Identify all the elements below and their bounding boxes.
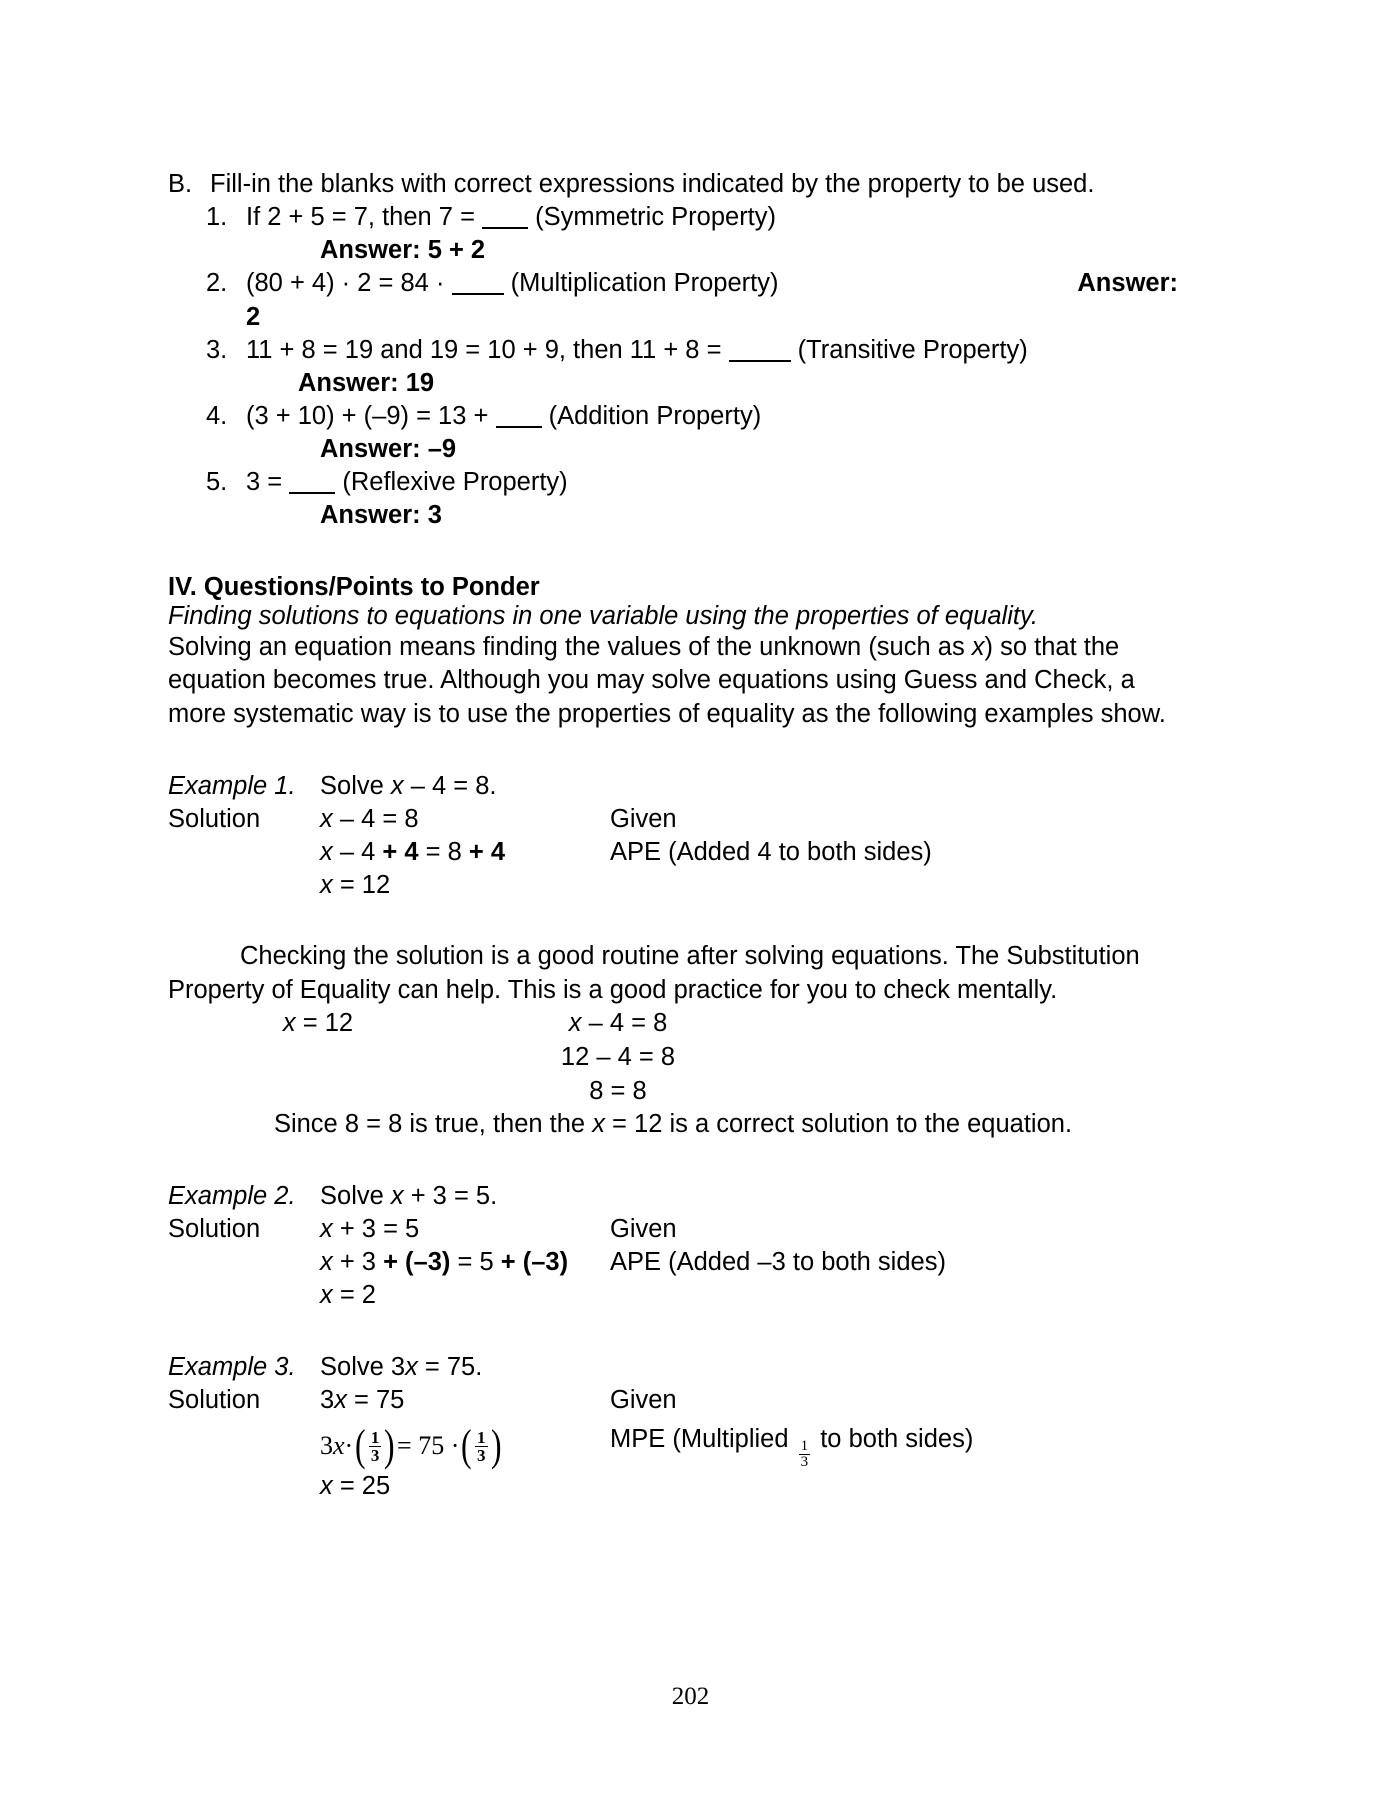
fraction-one-third: [475, 1429, 488, 1465]
example-1: [168, 770, 1178, 903]
list-item: [206, 201, 1178, 234]
check-right-rest: – 4 = 8: [581, 1009, 668, 1038]
check-right-value: 12 – 4 = 8: [560, 1043, 676, 1072]
variable-x: x: [390, 771, 404, 800]
example-3-step-2: [168, 1423, 1178, 1470]
step-reason: [610, 1470, 1178, 1503]
example-1-label: Example 1.: [168, 771, 296, 800]
page-content: [168, 168, 1178, 1503]
variable-x: x: [320, 1248, 333, 1277]
variable-x: x: [320, 1281, 333, 1310]
list-item-question-pre: If 2 + 5 = 7, then 7 =: [246, 203, 475, 232]
paragraph-part-1: Solving an equation means finding the values of the unknown (such as: [168, 632, 972, 661]
step-equation: [320, 1279, 610, 1312]
answer-label: Answer:: [1077, 269, 1178, 298]
list-item-property: (Multiplication Property): [510, 269, 779, 298]
fraction-one-third: [369, 1429, 382, 1465]
problem-post: – 4 = 8.: [403, 771, 497, 800]
step-equation: [320, 836, 610, 869]
solution-label: Solution: [168, 804, 261, 833]
spacer: [206, 234, 246, 267]
step-reason: Given: [610, 1215, 677, 1244]
list-item: [206, 466, 1178, 499]
answer-label: Answer: 5 + 2: [320, 236, 486, 265]
equation-rest: + 3 = 5: [332, 1215, 420, 1244]
list-item-question-pre: 3 =: [246, 468, 283, 497]
solution-label: Solution: [168, 1215, 261, 1244]
step-reason: APE (Added 4 to both sides): [610, 837, 932, 866]
variable-x: x: [282, 1009, 296, 1038]
problem-post: + 3 = 5.: [403, 1182, 498, 1211]
equation-rest: = 12: [332, 870, 391, 899]
fill-in-blank[interactable]: [482, 227, 528, 229]
step-reason: [610, 1423, 1178, 1470]
variable-x: x: [320, 1215, 333, 1244]
example-1-step-3: [168, 869, 1178, 902]
fraction-denominator: 3: [800, 1453, 809, 1470]
equation-rest: = 25: [332, 1471, 391, 1500]
equation-rest: – 4: [332, 837, 383, 866]
list-item: [206, 267, 1178, 333]
example-2-step-3: [168, 1279, 1178, 1312]
fill-in-blank[interactable]: [289, 492, 335, 494]
example-2: [168, 1180, 1178, 1313]
equation-bold: + 4: [382, 837, 419, 866]
left-paren: (: [461, 1421, 472, 1471]
example-3: [168, 1351, 1178, 1503]
list-item-body: [246, 201, 1178, 234]
checking-conclusion: [168, 1108, 1178, 1142]
spacer: [168, 1246, 320, 1279]
equation-bold-2: + 4: [468, 837, 506, 866]
section-iv-heading: IV. Questions/Points to Ponder: [168, 572, 540, 601]
example-3-problem: [320, 1351, 1178, 1384]
list-item-body: [246, 334, 1178, 400]
list-item-answer-row: [206, 234, 1178, 267]
check-left-value: [168, 1007, 468, 1041]
equation-rest: + 3: [332, 1248, 384, 1277]
example-2-title-row: [168, 1180, 1178, 1213]
equation-rest: – 4 = 8: [332, 804, 419, 833]
fraction-numerator: 1: [800, 1437, 809, 1454]
example-3-label: Example 3.: [168, 1352, 296, 1381]
list-item-question-pre: (80 + 4) · 2 = 84 ·: [246, 269, 445, 298]
coefficient: 3: [320, 1385, 335, 1414]
left-paren: (: [355, 1421, 366, 1471]
conclusion-part-2: = 12 is a correct solution to the equation.: [604, 1110, 1073, 1139]
check-right-value: 8 = 8: [589, 1076, 647, 1105]
problem-pre: Solve: [320, 1182, 391, 1211]
section-b-instruction: Fill-in the blanks with correct expressions indicated by the property to be used.: [210, 170, 1095, 198]
equation-bold-2: + (–3): [500, 1248, 569, 1277]
fraction-denominator: 3: [370, 1445, 380, 1465]
solution-label: Solution: [168, 1385, 261, 1414]
list-item-question-pre: (3 + 10) + (–9) = 13 +: [246, 401, 489, 430]
step-equation: [320, 1246, 610, 1279]
equation-rest: = 2: [332, 1281, 376, 1310]
list-item-body: [246, 400, 1178, 433]
reason-post: to both sides): [813, 1424, 974, 1453]
problem-pre: Solve 3: [320, 1352, 406, 1381]
checking-paragraph: Checking the solution is a good routine after solving equations. The Substitution Property of Equality can help. This is a good practice for you to check mentally.: [168, 942, 1140, 1004]
check-row-3: [168, 1075, 1178, 1109]
conclusion-part-1: Since 8 = 8 is true, then the: [273, 1110, 593, 1139]
list-item-marker: 5.: [206, 468, 228, 497]
multiplication-dot: ·: [344, 1431, 354, 1461]
example-3-title-row: [168, 1351, 1178, 1384]
problem-pre: Solve: [320, 771, 391, 800]
section-iv-italic-lead: Finding solutions to equations in one variable using the properties of equality.: [168, 601, 1038, 630]
variable-x: x: [405, 1352, 418, 1381]
variable-x: x: [390, 1182, 404, 1211]
right-paren: ): [384, 1421, 395, 1471]
equation-rest-2: = 5: [450, 1248, 501, 1277]
page-number: 202: [671, 1683, 710, 1710]
variable-x: x: [568, 1009, 582, 1038]
example-2-step-1: [168, 1213, 1178, 1246]
step-equation: [320, 869, 610, 902]
section-b-list: [168, 201, 1178, 532]
check-row-1: [168, 1007, 1178, 1041]
spacer: [168, 1423, 320, 1470]
variable-x: x: [320, 837, 333, 866]
list-item-body: [246, 466, 1178, 499]
example-3-step-3: [168, 1470, 1178, 1503]
reason-pre: MPE (Multiplied: [610, 1424, 796, 1453]
spacer: [206, 499, 246, 532]
step-equation: [320, 1384, 610, 1417]
step-equation-fraction: [320, 1423, 610, 1470]
step-reason: Given: [610, 804, 677, 833]
spacer: [206, 433, 246, 466]
example-2-problem: [320, 1180, 1178, 1213]
spacer: [168, 1075, 468, 1109]
step-equation: [320, 1470, 610, 1503]
example-1-step-1: [168, 803, 1178, 836]
variable-x: x: [971, 632, 985, 661]
example-3-step-1: [168, 1384, 1178, 1417]
list-item-answer-row: [206, 499, 1178, 532]
step-equation: [320, 1213, 610, 1246]
coefficient: 3: [320, 1431, 333, 1461]
example-1-title-row: [168, 770, 1178, 803]
step-reason: [610, 869, 1178, 902]
example-1-problem: [320, 770, 1178, 803]
answer-value: 2: [246, 302, 261, 331]
section-b-marker: B.: [168, 170, 193, 198]
problem-post: = 75.: [417, 1352, 483, 1381]
equation-bold: + (–3): [383, 1248, 451, 1277]
spacer: [168, 1279, 320, 1312]
list-item-property: (Symmetric Property): [535, 203, 777, 232]
list-item-marker: 4.: [206, 401, 228, 430]
list-item-question-pre: 11 + 8 = 19 and 19 = 10 + 9, then 11 + 8 =: [246, 335, 722, 364]
list-item-property: (Reflexive Property): [342, 468, 568, 497]
variable-x: x: [592, 1110, 605, 1139]
equation-rest-2: = 8: [418, 837, 469, 866]
check-left-rest: = 12: [295, 1009, 354, 1038]
list-item: [206, 400, 1178, 433]
answer-label: Answer: 19: [298, 368, 435, 397]
equation-rest: = 75: [346, 1385, 405, 1414]
section-b: [168, 168, 1178, 201]
variable-x: x: [320, 870, 333, 899]
list-item-body: [246, 267, 1178, 333]
variable-x: x: [334, 1385, 347, 1414]
spacer: [168, 1470, 320, 1503]
spacer: [168, 1041, 468, 1075]
step-reason: APE (Added –3 to both sides): [610, 1248, 946, 1277]
variable-x: x: [333, 1431, 345, 1461]
list-item-property: (Transitive Property): [797, 335, 1028, 364]
example-2-label: Example 2.: [168, 1182, 296, 1211]
variable-x: x: [320, 1471, 333, 1500]
variable-x: x: [320, 804, 333, 833]
list-item-answer-row: [206, 433, 1178, 466]
step-equation: [320, 803, 610, 836]
spacer: [168, 836, 320, 869]
fraction-numerator: 1: [370, 1427, 380, 1447]
paragraph-part-2: ) so that the equation becomes true. Although you may solve equations using Guess and Check, a more systematic way is to use the properties of equality as the following examples show.: [168, 632, 1166, 728]
fraction-one-third-inline: [799, 1439, 811, 1470]
answer-label: Answer: –9: [320, 435, 457, 464]
equation-middle: = 75 ·: [397, 1431, 460, 1461]
fill-in-blank[interactable]: [452, 293, 504, 295]
section-iv-paragraph: [168, 631, 1178, 732]
list-item-marker: 3.: [206, 335, 228, 364]
check-right-value: [468, 1007, 768, 1041]
list-item: [206, 334, 1178, 400]
fraction-denominator: 3: [477, 1445, 486, 1465]
answer-label: Answer: 3: [320, 501, 442, 530]
example-1-step-2: [168, 836, 1178, 869]
step-reason: Given: [610, 1385, 677, 1414]
spacer: [168, 869, 320, 902]
right-paren: ): [490, 1421, 502, 1471]
list-item-property: (Addition Property): [548, 401, 762, 430]
example-2-step-2: [168, 1246, 1178, 1279]
list-item-marker: 2.: [206, 269, 228, 298]
fill-in-blank[interactable]: [496, 426, 542, 428]
fill-in-blank[interactable]: [729, 360, 791, 362]
step-reason: [610, 1279, 1178, 1312]
fraction-numerator: 1: [477, 1427, 486, 1447]
list-item-marker: 1.: [206, 203, 228, 232]
check-row-2: [168, 1041, 1178, 1075]
